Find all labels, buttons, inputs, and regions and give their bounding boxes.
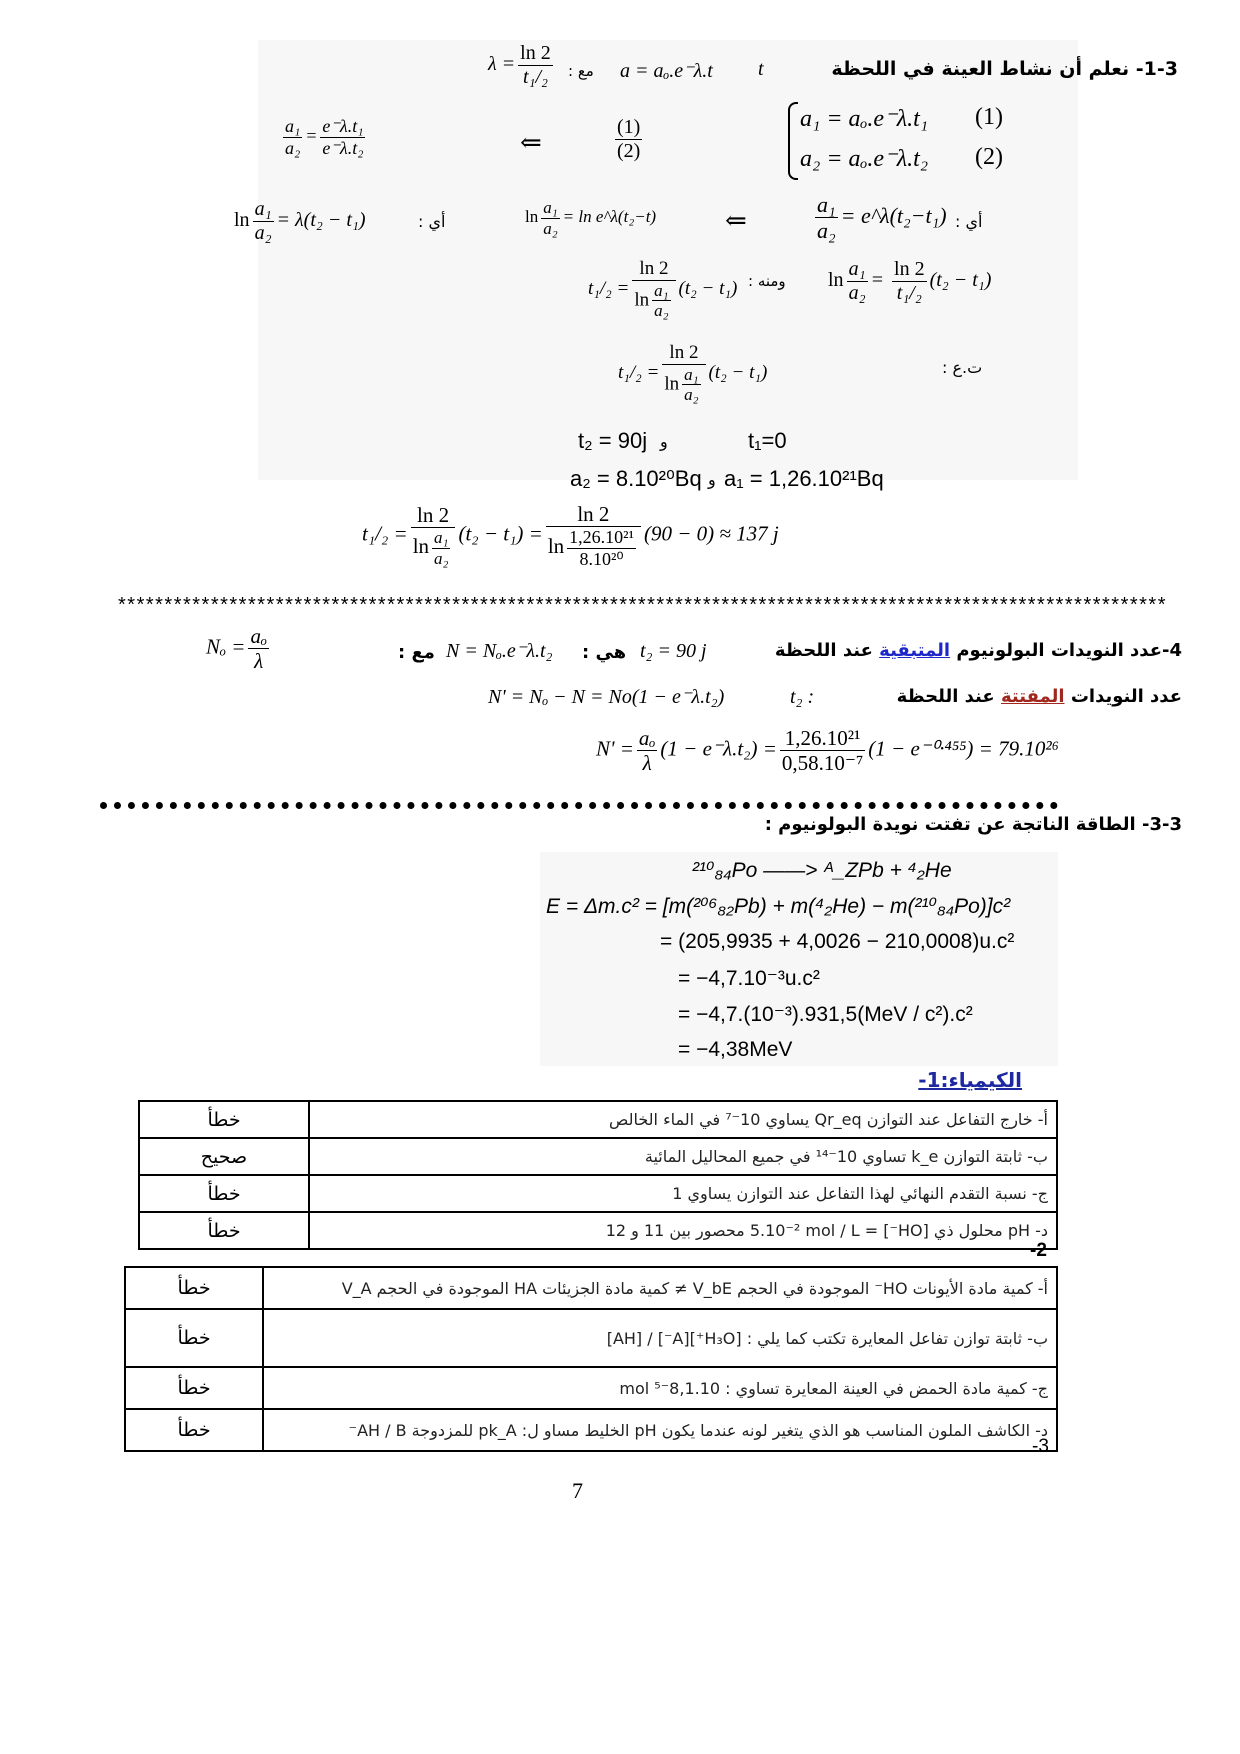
status-cell: خطأ xyxy=(139,1101,309,1138)
statement-cell: أ- كمية مادة الأيونات HO⁻ الموجودة في الحجم V_bE ≠ كمية مادة الجزيئات HA الموجودة في الحجم V_A xyxy=(263,1267,1057,1309)
ln-prefix: ln xyxy=(547,534,565,559)
ln-exp: = ln e^λ(t₂−t) xyxy=(562,206,657,226)
lambda-definition xyxy=(488,42,556,89)
ln2: ln 2 xyxy=(417,503,450,528)
energy-panel xyxy=(540,852,1058,1066)
section-3-label: -3 xyxy=(1032,1436,1049,1457)
with-label: مع : xyxy=(568,62,594,80)
energy-line-5: = −4,38MeV xyxy=(678,1038,793,1061)
ln-lambda-eq xyxy=(234,198,366,245)
t-half: t₁/₂ xyxy=(892,281,927,305)
a2: a₂ xyxy=(848,282,866,304)
part2-heading xyxy=(775,640,1182,661)
a1: a₁ xyxy=(285,116,301,136)
table-row xyxy=(125,1309,1057,1367)
energy-line-1: E = Δm.c² = [m(²⁰⁶₈₂Pb) + m(⁴₂He) − m(²¹⁰₈₄Po)]c² xyxy=(546,895,1011,918)
chemistry-table-1 xyxy=(138,1100,1058,1250)
n-prime-numeric xyxy=(596,726,1059,775)
t-diff: (t₂ − t₁) xyxy=(458,521,524,546)
a2: a₂ xyxy=(817,218,836,244)
lambda-diff: = λ(t₂ − t₁) xyxy=(276,209,366,232)
ratio-num: (1) xyxy=(617,116,641,138)
a2-value: a₂ = 8.10²⁰Bq xyxy=(570,466,702,491)
energy-line-3: = −4,7.10⁻³u.c² xyxy=(678,967,820,990)
a1: a₁ xyxy=(434,528,449,548)
final-den: 8.10²⁰ xyxy=(567,548,636,570)
energy-line-2: = (205,9935 + 4,0026 − 210,0008)u.c² xyxy=(660,930,1015,953)
decayed-heading xyxy=(897,686,1182,707)
status-cell: خطأ xyxy=(125,1367,263,1409)
final-thalf: t₁/₂ = ln 2 ln $\frac{\text{a₁}}{\text{a₂}}$ (t₂ − t₁) = ln 2 ln $\frac{\text{1,26.10²¹}}{\text{8.10²⁰}}$ (90 − 0) ≈ 137 j xyxy=(362,502,779,569)
status-cell: خطأ xyxy=(139,1175,309,1212)
table-row xyxy=(125,1267,1057,1309)
thalf-lhs: t₁/₂ = xyxy=(588,277,630,299)
table-row xyxy=(139,1175,1057,1212)
t2-equation: t₂ = 90 j xyxy=(640,640,707,662)
a2: a₂ xyxy=(684,385,699,405)
status-cell: خطأ xyxy=(125,1267,263,1309)
ln-prefix: ln xyxy=(634,289,650,311)
a0: aₒ xyxy=(250,624,267,648)
lambda: λ xyxy=(248,648,269,673)
statement-cell: ج- نسبة التقدم النهائي لهذا التفاعل عند التوازن يساوي 1 xyxy=(309,1175,1057,1212)
lambda-fraction xyxy=(518,42,553,89)
n-prime-formula: N' = Nₒ − N = No(1 − e⁻λ.t₂) xyxy=(488,686,725,708)
wa-1: و xyxy=(660,432,668,451)
n-prime-den: 0,58.10⁻⁷ xyxy=(781,751,864,776)
ratio-1-over-2 xyxy=(612,116,645,163)
a2: a₂ xyxy=(543,218,558,238)
table-row xyxy=(125,1409,1057,1451)
system-eq-2-number: (2) xyxy=(975,144,1003,170)
ln-prefix: ln xyxy=(525,206,539,226)
statement-cell: د- الكاشف الملون المناسب هو الذي يتغير لونه عندما يكون pH الخليط مساو ل: pk_A للمزدوجة AH / B⁻ xyxy=(263,1409,1057,1451)
implies-arrow-2: ⇐ xyxy=(725,206,747,235)
status-cell: خطأ xyxy=(125,1409,263,1451)
ln2: ln 2 xyxy=(669,342,699,363)
status-cell: خطأ xyxy=(139,1212,309,1249)
n-prime-mid: (1 − e⁻λ.t₂) = xyxy=(660,736,777,761)
t-diff: (t₂ − t₁) xyxy=(708,361,768,383)
decayed-prefix: عدد النويدات xyxy=(1070,686,1182,707)
statement-cell: أ- خارج التفاعل عند التوازن Qr_eq يساوي 10⁻⁷ في الماء الخالص xyxy=(309,1101,1057,1138)
a2: a₂ xyxy=(254,222,272,244)
n-prime-num: 1,26.10²¹ xyxy=(784,726,861,750)
wa-2: و xyxy=(708,470,716,489)
decayed-word: المفتتة xyxy=(1000,686,1065,707)
system-brace xyxy=(788,102,798,180)
t2-label: t₂ : xyxy=(790,686,815,708)
separator-dots xyxy=(100,802,1058,809)
ratio-result: $\frac{\text{a₁}}{\text{a₂}}$ = $\frac{\text{e⁻λ.t₁}}{\text{e⁻λ.t₂}}$ xyxy=(285,116,364,158)
ai-label-1: أي : xyxy=(955,212,983,231)
ratio-den: (2) xyxy=(617,140,641,162)
ln2: ln 2 xyxy=(894,258,925,280)
lambda: λ xyxy=(637,750,658,775)
activity-law: a = aₒ.e⁻λ.t xyxy=(620,60,713,82)
ln-exp-eq xyxy=(525,198,656,238)
statement-cell: ب- ثابتة التوازن k_e تساوي 10⁻¹⁴ في جميع المحاليل المائية xyxy=(309,1138,1057,1175)
n-prime-rhs: (1 − e⁻⁰·⁴⁵⁵) = 79.10²⁶ xyxy=(868,736,1059,761)
with-label-2: مع : xyxy=(398,642,435,663)
exp-t1: e⁻λ.t₁ xyxy=(322,116,364,136)
lambda-num: ln 2 xyxy=(520,42,551,64)
a1: a₁ xyxy=(543,198,558,217)
a1: a₁ xyxy=(817,192,836,217)
exp-diff-eq xyxy=(812,192,947,244)
n4-prefix: 4-عدد النويدات البولونيوم xyxy=(956,640,1182,661)
t2-value: t₂ = 90j xyxy=(578,428,648,453)
t1-value: t₁=0 xyxy=(748,428,787,453)
thalf-expression-1 xyxy=(588,258,737,321)
equals: = xyxy=(870,269,890,292)
ln-prefix: ln xyxy=(412,534,430,559)
t-variable: t xyxy=(758,58,764,80)
a1: a₁ xyxy=(254,198,272,220)
page-number: 7 xyxy=(572,1478,583,1503)
remaining-word: المتبقية xyxy=(879,640,951,661)
table-row xyxy=(139,1101,1057,1138)
a0: aₒ xyxy=(638,726,656,750)
ln2: ln 2 xyxy=(639,258,669,279)
decayed-mid: عند اللحظة xyxy=(896,686,995,707)
nuclear-reaction: ²¹⁰₈₄Po ——> ᴬ_ZPb + ⁴₂He xyxy=(692,859,952,882)
statement-cell: ب- ثابتة توازن تفاعل المعايرة تكتب كما يلي : [H₃O⁺][A⁻] / [AH] xyxy=(263,1309,1057,1367)
table-row xyxy=(139,1212,1057,1249)
table-row xyxy=(139,1138,1057,1175)
a2: a₂ xyxy=(285,137,301,158)
n4-mid: عند اللحظة xyxy=(774,640,873,661)
ln2: ln 2 xyxy=(577,502,610,526)
t-diff: (t₂ − t₁) xyxy=(678,277,738,299)
status-cell: صحيح xyxy=(139,1138,309,1175)
exp-t2: e⁻λ.t₂ xyxy=(322,137,364,158)
hence-label: ومنه : xyxy=(748,272,786,290)
statement-cell: د- pH محلول ذي [HO⁻] = 5.10⁻² mol / L محصور بين 11 و 12 xyxy=(309,1212,1057,1249)
n0-definition xyxy=(206,624,272,673)
thalf-expression-2 xyxy=(618,342,767,405)
a1: a₁ xyxy=(684,364,699,384)
system-eq-2: a₂ = aₒ.e⁻λ.t₂ xyxy=(800,146,929,172)
lambda-den: t₁/₂ xyxy=(518,65,553,89)
part3-heading: 3-3- الطاقة الناتجة عن تفتت نويدة البولونيوم : xyxy=(764,814,1182,835)
separator-stars: ***************************************************************************************************************** xyxy=(118,594,1168,616)
ai-label-2: أي : xyxy=(418,212,446,231)
t-diff: (t₂ − t₁) xyxy=(929,269,992,292)
ln-thalf-eq xyxy=(828,258,991,305)
part1-heading: 1-3- نعلم أن نشاط العينة في اللحظة xyxy=(831,58,1178,80)
section-2-label: -2 xyxy=(1030,1240,1047,1261)
chemistry-heading: الكيمياء:1- xyxy=(918,1068,1022,1092)
n0-lhs: Nₒ = xyxy=(206,634,246,659)
lambda-lhs: λ = xyxy=(488,53,516,76)
a1-value: a₁ = 1,26.10²¹Bq xyxy=(724,466,884,491)
final-num: 1,26.10²¹ xyxy=(569,527,634,548)
final-rhs: (90 − 0) ≈ 137 j xyxy=(643,521,779,546)
hiya-label: هي : xyxy=(582,642,627,663)
ln-prefix: ln xyxy=(664,373,680,395)
statement-cell: ج- كمية مادة الحمض في العينة المعايرة تساوي : 8,1.10⁻⁵ mol xyxy=(263,1367,1057,1409)
a2: a₂ xyxy=(434,548,449,568)
final-thalf-lhs: t₁/₂ = xyxy=(362,521,408,546)
numeric-label: ت.ع : xyxy=(942,358,983,377)
a1: a₁ xyxy=(848,258,866,280)
system-eq-1-number: (1) xyxy=(975,104,1003,130)
exp-diff: = e^λ(t₂−t₁) xyxy=(840,202,947,228)
ln-prefix: ln xyxy=(234,209,250,232)
thalf-lhs: t₁/₂ = xyxy=(618,361,660,383)
table-row xyxy=(125,1367,1057,1409)
n-law: N = Nₒ.e⁻λ.t₂ xyxy=(446,640,553,662)
n-prime-lhs: N' = xyxy=(596,736,634,761)
energy-line-4: = −4,7.(10⁻³).931,5(MeV / c²).c² xyxy=(678,1003,973,1026)
a2: a₂ xyxy=(654,301,669,321)
ln-prefix: ln xyxy=(828,269,844,292)
system-eq-1: a₁ = aₒ.e⁻λ.t₁ xyxy=(800,106,929,132)
chemistry-table-2 xyxy=(124,1266,1058,1452)
status-cell: خطأ xyxy=(125,1309,263,1367)
a1: a₁ xyxy=(654,280,669,300)
implies-arrow-1: ⇐ xyxy=(520,128,542,157)
